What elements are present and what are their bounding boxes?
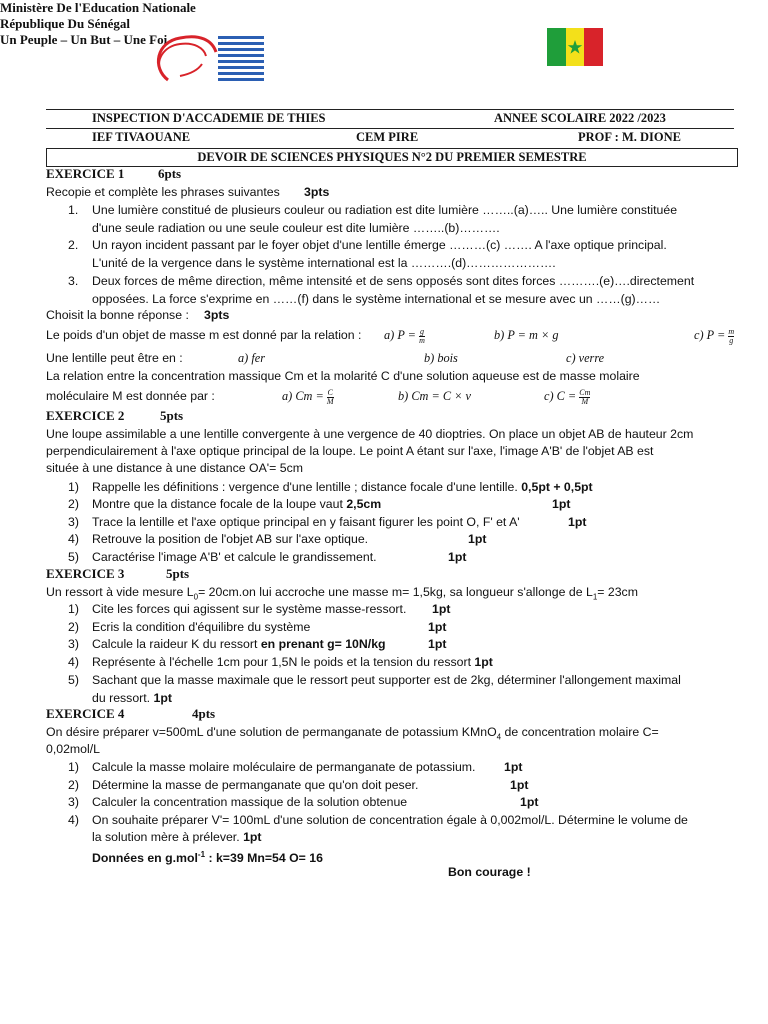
ex1-item-3-line2: opposées. La force s'exprime en ……(f) dans le système international et se mesure avec un ……(g)……	[92, 292, 661, 306]
ex2-intro-line1: Une loupe assimilable a une lentille convergente à une vergence de 40 dioptries. On place un objet AB de hauteur 2cm	[46, 427, 694, 441]
closing-message: Bon courage !	[448, 865, 531, 879]
ex3-item-5-line1: Sachant que la masse maximale que le ressort peut supporter est de 2kg, déterminer l'allongement maximal	[92, 673, 681, 687]
ex4-item-4-line1: On souhaite préparer V'= 100mL d'une solution de concentration égale à 0,002mol/L. Détermine le volume de	[92, 813, 688, 827]
ex3-item-1: Cite les forces qui agissent sur le système masse-ressort. 1pt	[92, 602, 451, 616]
national-motto: Un Peuple – Un But – Une Foi	[0, 32, 168, 47]
ex1-item-3-line1: Deux forces de même direction, même intensité et de sens opposés sont dites forces ……….(e)….directement	[92, 274, 695, 288]
ex1-choose: Choisit la bonne réponse : 3pts	[46, 308, 230, 322]
ex1-q2: Une lentille peut être en : a) fer b) bois c) verre	[46, 351, 605, 365]
flag-band-red	[584, 28, 603, 66]
ief-label: IEF TIVAOUANE	[92, 130, 191, 144]
ex1-item-2-line1: Un rayon incident passant par le foyer objet d'une lentille émerge ………(c) ……. A l'axe optique principal.	[92, 238, 667, 252]
ex4-item-1: Calcule la masse molaire moléculaire de permanganate de potassium. 1pt	[92, 760, 523, 774]
ex2-intro-line3: située à une distance à une distance OA'= 5cm	[46, 461, 303, 475]
ex2-intro-line2: perpendiculairement à l'axe optique principal de la loupe. Le point A étant sur l'axe, l'image A'B' de l'objet AB est	[46, 444, 654, 458]
ex1-q1: Le poids d'un objet de masse m est donné par la relation : a) P = $\frac{g}{m}$ b) P = m × g c) P = $\frac{m}{g}$	[46, 326, 735, 345]
ex2-item-2: Montre que la distance focale de la loupe vaut 2,5cm 1pt	[92, 497, 571, 511]
ex3-item-5-line2: du ressort. 1pt	[92, 691, 172, 705]
ex1-q3-line2: moléculaire M est donnée par : a) Cm = $\frac{C}{M}$ b) Cm = C × v c) C = $\frac{Cm}{M}$	[46, 387, 591, 406]
inspection-label: INSPECTION D'ACCADEMIE DE THIES	[92, 111, 326, 125]
exercise-2-heading: EXERCICE 2 5pts	[46, 408, 184, 423]
ministry-logo	[150, 30, 270, 86]
ex2-item-1: Rappelle les définitions : vergence d'une lentille ; distance focale d'une lentille. 0,5pt + 0,5pt	[92, 480, 593, 494]
ex4-item-2: Détermine la masse de permanganate que qu'on doit peser. 1pt	[92, 778, 529, 792]
cem-label: CEM PIRE	[356, 130, 419, 144]
republic-name: République Du Sénégal	[0, 16, 131, 31]
ex3-item-3: Calcule la raideur K du ressort en prenant g= 10N/kg 1pt	[92, 637, 447, 651]
flag-band-green	[547, 28, 566, 66]
ex3-item-2: Ecris la condition d'équilibre du système 1pt	[92, 620, 447, 634]
ex4-data: Données en g.mol$^{-1}$ : k=39 Mn=54 O= 16	[92, 850, 323, 866]
ex3-item-4: Représente à l'échelle 1cm pour 1,5N le poids et la tension du ressort 1pt	[92, 655, 493, 669]
senegal-flag	[547, 28, 603, 66]
ex3-intro: Un ressort à vide mesure $L_0= 20cm.on$ lui accroche une masse m= 1,5kg, sa longueur s'allonge de $L_1= 23cm$	[46, 585, 638, 602]
ex4-intro-line1: On désire préparer v=500mL d'une solution de permanganate de potassium KMnO$_4$ de concentration molaire C=	[46, 725, 659, 742]
ex1-item-1-line2: d'une seule radiation ou une seule couleur est dite lumière ……..(b)……….	[92, 221, 500, 235]
ex2-item-5: Caractérise l'image A'B' et calcule le grandissement. 1pt	[92, 550, 467, 564]
ex2-item-4: Retrouve la position de l'objet AB sur l'axe optique. 1pt	[92, 532, 487, 546]
ex4-item-3: Calculer la concentration massique de la solution obtenue 1pt	[92, 795, 539, 809]
exercise-1-heading: EXERCICE 1 6pts	[46, 166, 182, 181]
ex1-item-1-line1: Une lumière constitué de plusieurs couleur ou radiation est dite lumière ……..(a)….. Une lumière constituée	[92, 203, 678, 217]
exam-title: DEVOIR DE SCIENCES PHYSIQUES N°2 DU PREMIER SEMESTRE	[46, 148, 738, 167]
ex4-item-4-line2: la solution mère à prélever. 1pt	[92, 830, 262, 844]
ex1-q3-line1: La relation entre la concentration massique Cm et la molarité C d'une solution aqueuse est de masse molaire	[46, 369, 640, 383]
ex2-item-3: Trace la lentille et l'axe optique principal en y faisant figurer les point O, F' et A' 1pt	[92, 515, 587, 529]
school-year: ANNEE SCOLAIRE 2022 /2023	[494, 111, 666, 125]
exercise-4-heading: EXERCICE 4 4pts	[46, 706, 216, 721]
ex1-intro: Recopie et complète les phrases suivantes 3pts	[46, 185, 330, 199]
ministry-name: Ministère De l'Education Nationale	[0, 0, 196, 15]
prof-label: PROF : M. DIONE	[578, 130, 681, 144]
ex1-item-2-line2: L'unité de la vergence dans le système international est la ……….(d)………………….	[92, 256, 556, 270]
exercise-3-heading: EXERCICE 3 5pts	[46, 566, 190, 581]
ex4-intro-line2: 0,02mol/L	[46, 742, 101, 756]
